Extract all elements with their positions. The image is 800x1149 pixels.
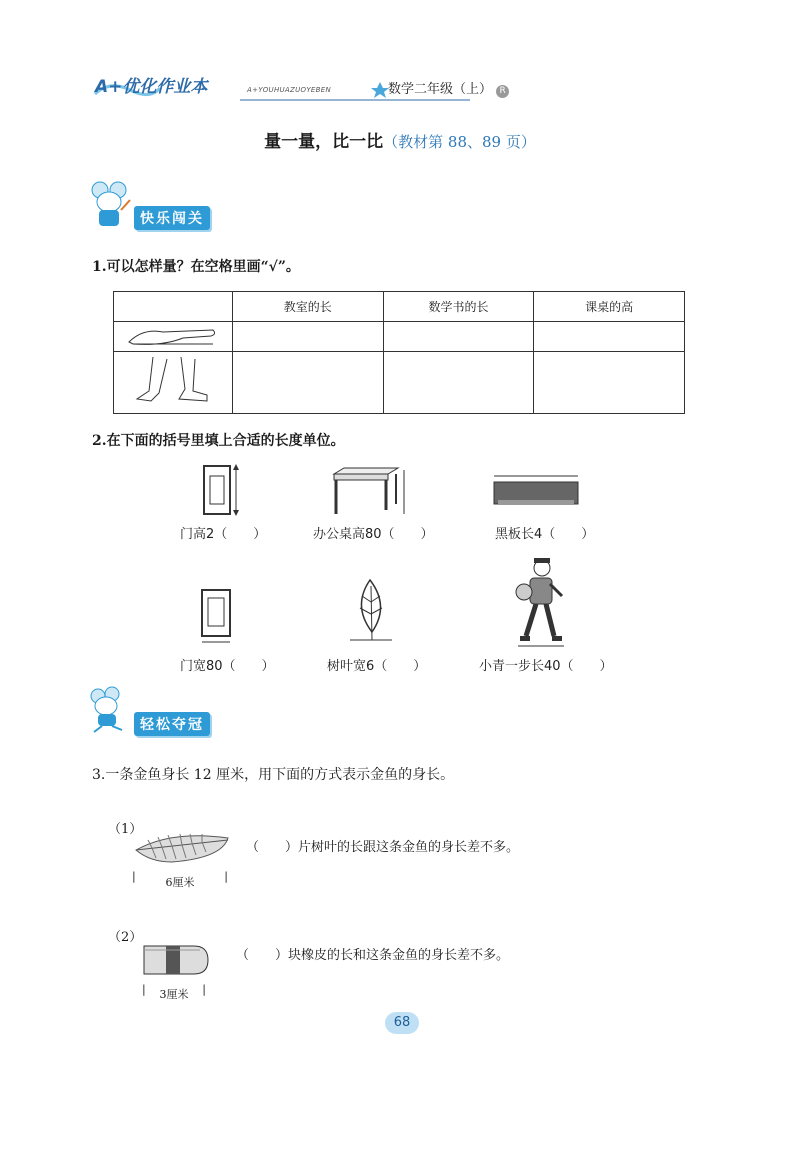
label-blackboard-length: 黑板长4（ ）: [495, 527, 595, 542]
question-1: 1.可以怎样量？在空格里画“√”。: [92, 259, 300, 275]
answer-cell[interactable]: [383, 322, 534, 352]
eraser-measure: | | 3厘米: [142, 983, 206, 1001]
subject-label: [388, 78, 509, 98]
part-2-number: （2）: [108, 930, 143, 945]
title-main: 量一量，比一比: [264, 132, 384, 152]
elm-leaf-icon: [132, 828, 236, 868]
footstep-icon: [123, 353, 223, 409]
answer-cell[interactable]: [383, 352, 534, 414]
answer-cell[interactable]: [534, 352, 685, 414]
walking-boy-icon: [512, 556, 572, 648]
edition-badge: R: [496, 85, 509, 98]
hand-span-cell: [114, 322, 233, 352]
label-step-length: 小青一步长40（ ）: [479, 659, 613, 674]
answer-cell[interactable]: [232, 322, 383, 352]
leaf-measure: | | 6厘米: [132, 870, 228, 889]
header-cell-3: 课桌的高: [534, 292, 685, 322]
part-1-text: （ ）片树叶的长跟这条金鱼的身长差不多。: [246, 840, 520, 855]
page-number: 68: [385, 1012, 419, 1034]
label-door-height: 门高2（ ）: [180, 527, 267, 542]
answer-cell[interactable]: [232, 352, 383, 414]
section-badge-1: 快乐闯关: [134, 206, 210, 230]
part-1-number: （1）: [108, 822, 143, 837]
footstep-cell: [114, 352, 233, 414]
door-width-icon: [196, 586, 240, 648]
office-desk-icon: [328, 464, 410, 520]
header-cell-blank: [114, 292, 233, 322]
hand-span-icon: [123, 322, 223, 348]
question-3: [92, 764, 454, 784]
page-title: [0, 127, 800, 152]
label-leaf-width: 树叶宽6（ ）: [327, 659, 427, 674]
question-3-text: 3.一条金鱼身长 12 厘米，用下面的方式表示金鱼的身长。: [92, 767, 455, 783]
blackboard-icon: [492, 472, 582, 512]
brand-subtitle: A+YOUHUAZUOYEBEN: [247, 86, 332, 94]
label-door-width: 门宽80（ ）: [180, 659, 275, 674]
header-cell-1: 教室的长: [232, 292, 383, 322]
answer-cell[interactable]: [534, 322, 685, 352]
question-2: 2.在下面的括号里填上合适的长度单位。: [92, 433, 345, 449]
part-2-text: （ ）块橡皮的长和这条金鱼的身长差不多。: [236, 948, 510, 963]
door-icon: [200, 462, 240, 518]
title-ref: （教材第 88、89 页）: [383, 133, 536, 151]
section-badge-2: 轻松夺冠: [134, 712, 210, 736]
header-cell-2: 数学书的长: [383, 292, 534, 322]
measure-table: [113, 291, 685, 414]
running-mouse-mascot-icon: [88, 686, 132, 734]
label-desk-height: 办公桌高80（ ）: [313, 527, 434, 542]
brand-logo: A+优化作业本: [95, 77, 208, 97]
mouse-mascot-icon: [88, 180, 132, 230]
subject-text: 数学二年级（上）: [388, 82, 493, 97]
leaf-measure-text: 6厘米: [165, 876, 195, 889]
eraser-measure-text: 3厘米: [159, 988, 189, 1001]
leaf-icon: [346, 576, 396, 646]
eraser-icon: [140, 942, 212, 978]
